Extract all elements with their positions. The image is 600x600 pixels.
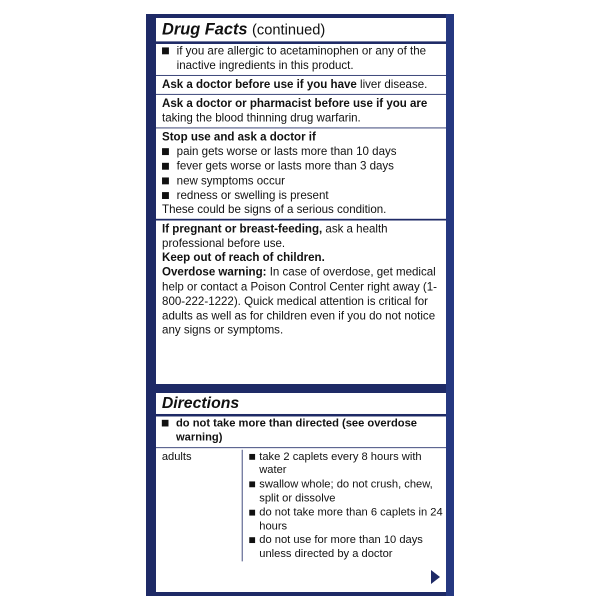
directions-warning [162, 416, 446, 444]
bullet-square-icon [162, 47, 169, 54]
overdose-text: In case of overdose, get medical help or contact a Poison Control Center right away (1-800-222-1222). Quick medical attention is critical for adults as well as for children even if you do not notice any signs or symptoms. [162, 265, 438, 337]
ask-pharmacist-heading: Ask a doctor or pharmacist before use if you are [162, 96, 428, 110]
overdose-section [162, 265, 446, 337]
directions-item-text: do not take more than 6 caplets in 24 hours [259, 505, 443, 532]
drug-facts-continued: (continued) [252, 21, 326, 38]
bullet-square-icon [162, 163, 169, 170]
ask-pharmacist-section [162, 97, 446, 126]
stop-use-item-text: fever gets worse or lasts more than 3 days [176, 159, 394, 173]
ask-doctor-heading: Ask a doctor before use if you have [162, 77, 357, 91]
directions-title: Directions [161, 394, 240, 413]
directions-item [249, 477, 446, 505]
stop-use-item [162, 145, 446, 159]
directions-group-label: adults [161, 449, 192, 462]
drug-facts-title: Drug Facts [162, 20, 248, 39]
directions-items [242, 449, 446, 561]
keep-out-warning: Keep out of reach of children. [162, 250, 325, 264]
stop-use-item-text: new symptoms occur [176, 173, 285, 187]
overdose-heading: Overdose warning: [162, 265, 267, 279]
pregnancy-heading: If pregnant or breast-feeding, [162, 222, 323, 235]
bullet-square-icon [162, 177, 169, 184]
label-panel-edge [446, 14, 454, 596]
bullet-square-icon [162, 148, 169, 155]
directions-box [156, 393, 446, 592]
stop-use-item [162, 159, 446, 173]
bullet-square-icon [249, 510, 255, 516]
pregnancy-section [162, 222, 446, 251]
bullet-square-icon [249, 482, 255, 488]
stop-use-section [162, 131, 446, 218]
section-rule [156, 75, 446, 76]
drug-facts-header [162, 19, 446, 41]
ask-doctor-text: liver disease. [356, 77, 428, 91]
pregnancy-text: ask a health professional before use. [162, 222, 388, 250]
section-rule [156, 127, 446, 128]
allergy-item [162, 44, 446, 73]
allergy-text: if you are allergic to acetaminophen or any of the inactive ingredients in this product. [176, 43, 427, 72]
directions-item-text: do not use for more than 10 days unless directed by a doctor [259, 533, 423, 560]
directions-item-text: take 2 caplets every 8 hours with water [259, 449, 422, 476]
bullet-square-icon [249, 538, 255, 544]
stop-use-heading: Stop use and ask a doctor if [162, 130, 316, 144]
directions-item [249, 505, 446, 533]
bullet-square-icon [162, 420, 169, 427]
directions-warning-text: do not take more than directed (see overdose warning) [175, 416, 418, 443]
directions-item-text: swallow whole; do not crush, chew, split or dissolve [259, 477, 433, 504]
directions-item [249, 533, 446, 561]
stop-use-item [162, 188, 446, 202]
section-rule [156, 94, 446, 95]
section-rule [156, 219, 446, 220]
continue-arrow-icon [431, 570, 440, 584]
stop-use-item-text: redness or swelling is present [176, 188, 329, 202]
stop-use-item [162, 174, 446, 188]
directions-item [249, 449, 446, 477]
ask-pharmacist-text: taking the blood thinning drug warfarin. [162, 111, 361, 125]
ask-doctor-section [162, 78, 446, 92]
stop-use-note: These could be signs of a serious condition. [162, 202, 387, 216]
stop-use-item-text: pain gets worse or lasts more than 10 days [176, 144, 397, 158]
bullet-square-icon [162, 192, 169, 199]
bullet-square-icon [249, 454, 255, 460]
drug-facts-box [156, 18, 446, 384]
directions-table [156, 447, 446, 561]
